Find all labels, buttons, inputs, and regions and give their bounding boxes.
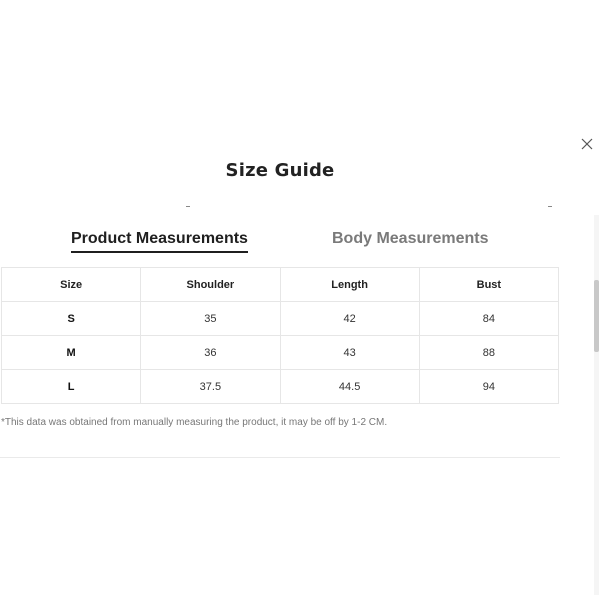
- table-row: [2, 370, 559, 404]
- tab-body-measurements[interactable]: [332, 230, 489, 248]
- close-icon: [580, 137, 594, 151]
- size-cell: M: [2, 336, 141, 370]
- shoulder-cell: 36: [141, 336, 280, 370]
- scrollbar-thumb[interactable]: [594, 280, 599, 352]
- tab-scroll-right-marker: [548, 206, 552, 207]
- header-bust: Bust: [419, 268, 558, 302]
- table-row: [2, 302, 559, 336]
- header-shoulder: Shoulder: [141, 268, 280, 302]
- measurement-disclaimer: *This data was obtained from manually measuring the product, it may be off by 1-2 CM.: [1, 417, 388, 428]
- size-cell: L: [2, 370, 141, 404]
- bust-cell: 88: [419, 336, 558, 370]
- close-button[interactable]: [580, 137, 594, 151]
- active-tab-underline: [71, 251, 248, 253]
- measurement-tabs: [0, 230, 560, 260]
- length-cell: 42: [280, 302, 419, 336]
- shoulder-cell: 35: [141, 302, 280, 336]
- tab-product-measurements[interactable]: [71, 230, 248, 248]
- bust-cell: 84: [419, 302, 558, 336]
- table-header-row: [2, 268, 559, 302]
- length-cell: 44.5: [280, 370, 419, 404]
- scrollbar-track: [594, 215, 599, 595]
- header-length: Length: [280, 268, 419, 302]
- size-cell: S: [2, 302, 141, 336]
- table-row: [2, 336, 559, 370]
- tab-scroll-left-marker: [186, 206, 190, 207]
- modal-title: Size Guide: [225, 160, 335, 181]
- tab-label: Body Measurements: [332, 230, 489, 247]
- header-size: Size: [2, 268, 141, 302]
- bust-cell: 94: [419, 370, 558, 404]
- size-table: [1, 267, 559, 404]
- shoulder-cell: 37.5: [141, 370, 280, 404]
- divider: [0, 457, 560, 458]
- tab-label: Product Measurements: [71, 230, 248, 247]
- length-cell: 43: [280, 336, 419, 370]
